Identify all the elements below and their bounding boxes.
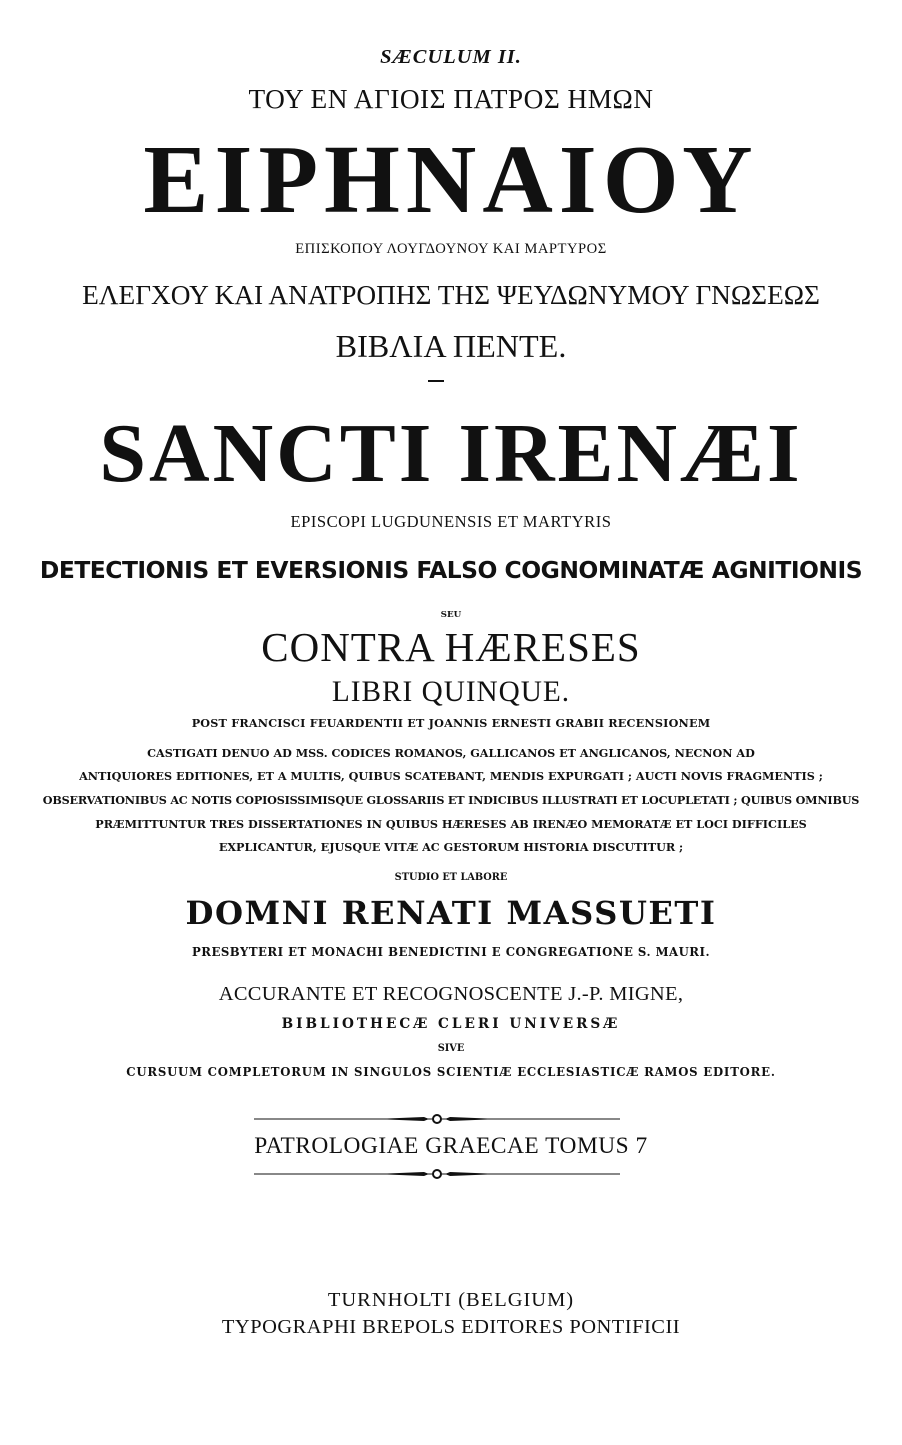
description-line: PRÆMITTUNTUR TRES DISSERTATIONES IN QUIBUS HÆRESES AB IRENÆO MEMORATÆ ET LOCI DIFFICILES [95,817,807,831]
latin-books: LIBRI QUINQUE. [331,676,571,708]
description-line: POST FRANCISCI FEUARDENTII ET JOANNIS ERNESTI GRABII RECENSIONEM [191,716,711,730]
short-divider [428,380,444,382]
greek-author-name: ΕΙΡΗΝΑΙΟΥ [143,126,759,234]
sive-word: SIVE [437,1043,465,1054]
latin-office: EPISCOPI LUGDUNENSIS ET MARTYRIS [290,512,612,531]
greek-office: ΕΠΙΣΚΟΠΟΥ ΛΟΥΓΔΟΥΝΟΥ ΚΑΙ ΜΑΡΤΥΡΟΣ [295,241,607,257]
accurante-line: ACCURANTE ET RECOGNOSCENTE J.-P. MIGNE, [218,983,684,1005]
description-line: CASTIGATI DENUO AD MSS. CODICES ROMANOS, GALLICANOS ET ANGLICANOS, NECNON AD [147,746,755,760]
saeculum-heading: SÆCULUM II. [380,46,522,68]
cursuum-line: CURSUUM COMPLETORUM IN SINGULOS SCIENTIÆ ECCLESIASTICÆ RAMOS EDITORE. [126,1065,776,1079]
editor-description: PRESBYTERI ET MONACHI BENEDICTINI E CONGREGATIONE S. MAURI. [191,945,711,959]
latin-alt-title: CONTRA HÆRESES [261,624,641,670]
ornamental-rule-bottom [254,1167,620,1181]
editor-name: DOMNI RENATI MASSUETI [185,894,717,932]
studio-line: STUDIO ET LABORE [394,872,508,883]
imprint-publisher: TYPOGRAPHI BREPOLS EDITORES PONTIFICII [221,1316,681,1338]
description-line: OBSERVATIONIBUS AC NOTIS COPIOSISSIMISQUE GLOSSARIIS ET INDICIBUS ILLUSTRATI ET LOCUPLETATI ; QUIBUS OMNIBUS [42,793,860,807]
volume-title: PATROLOGIAE GRAECAE TOMUS 7 [254,1133,648,1159]
bibliotheca-line: BIBLIOTHECÆ CLERI UNIVERSÆ [281,1016,621,1032]
description-line: ANTIQUIORES EDITIONES, ET A MULTIS, QUIBUS SCATEBANT, MENDIS EXPURGATI ; AUCTI NOVIS FRAGMENTIS ; [79,769,823,783]
description-line: EXPLICANTUR, EJUSQUE VITÆ AC GESTORUM HISTORIA DISCUTITUR ; [218,840,684,854]
greek-prefix: ΤΟΥ ΕΝ ΑΓΙΟΙΣ ΠΑΤΡΟΣ ΗΜΩΝ [248,84,654,114]
latin-author-name: SANCTI IRENÆI [99,407,803,500]
ornamental-rule-top [254,1112,620,1126]
latin-title: DETECTIONIS ET EVERSIONIS FALSO COGNOMINATÆ AGNITIONIS [39,556,863,584]
greek-books: ΒΙΒΛΙΑ ΠΕΝΤΕ. [335,328,567,364]
greek-title: ΕΛΕΓΧΟΥ ΚΑΙ ΑΝΑΤΡΟΠΗΣ ΤΗΣ ΨΕΥΔΩΝΥΜΟΥ ΓΝΩΣΕΩΣ [82,280,820,310]
seu-word: SEU [440,610,462,620]
imprint-place: TURNHOLTI (BELGIUM) [327,1289,575,1311]
